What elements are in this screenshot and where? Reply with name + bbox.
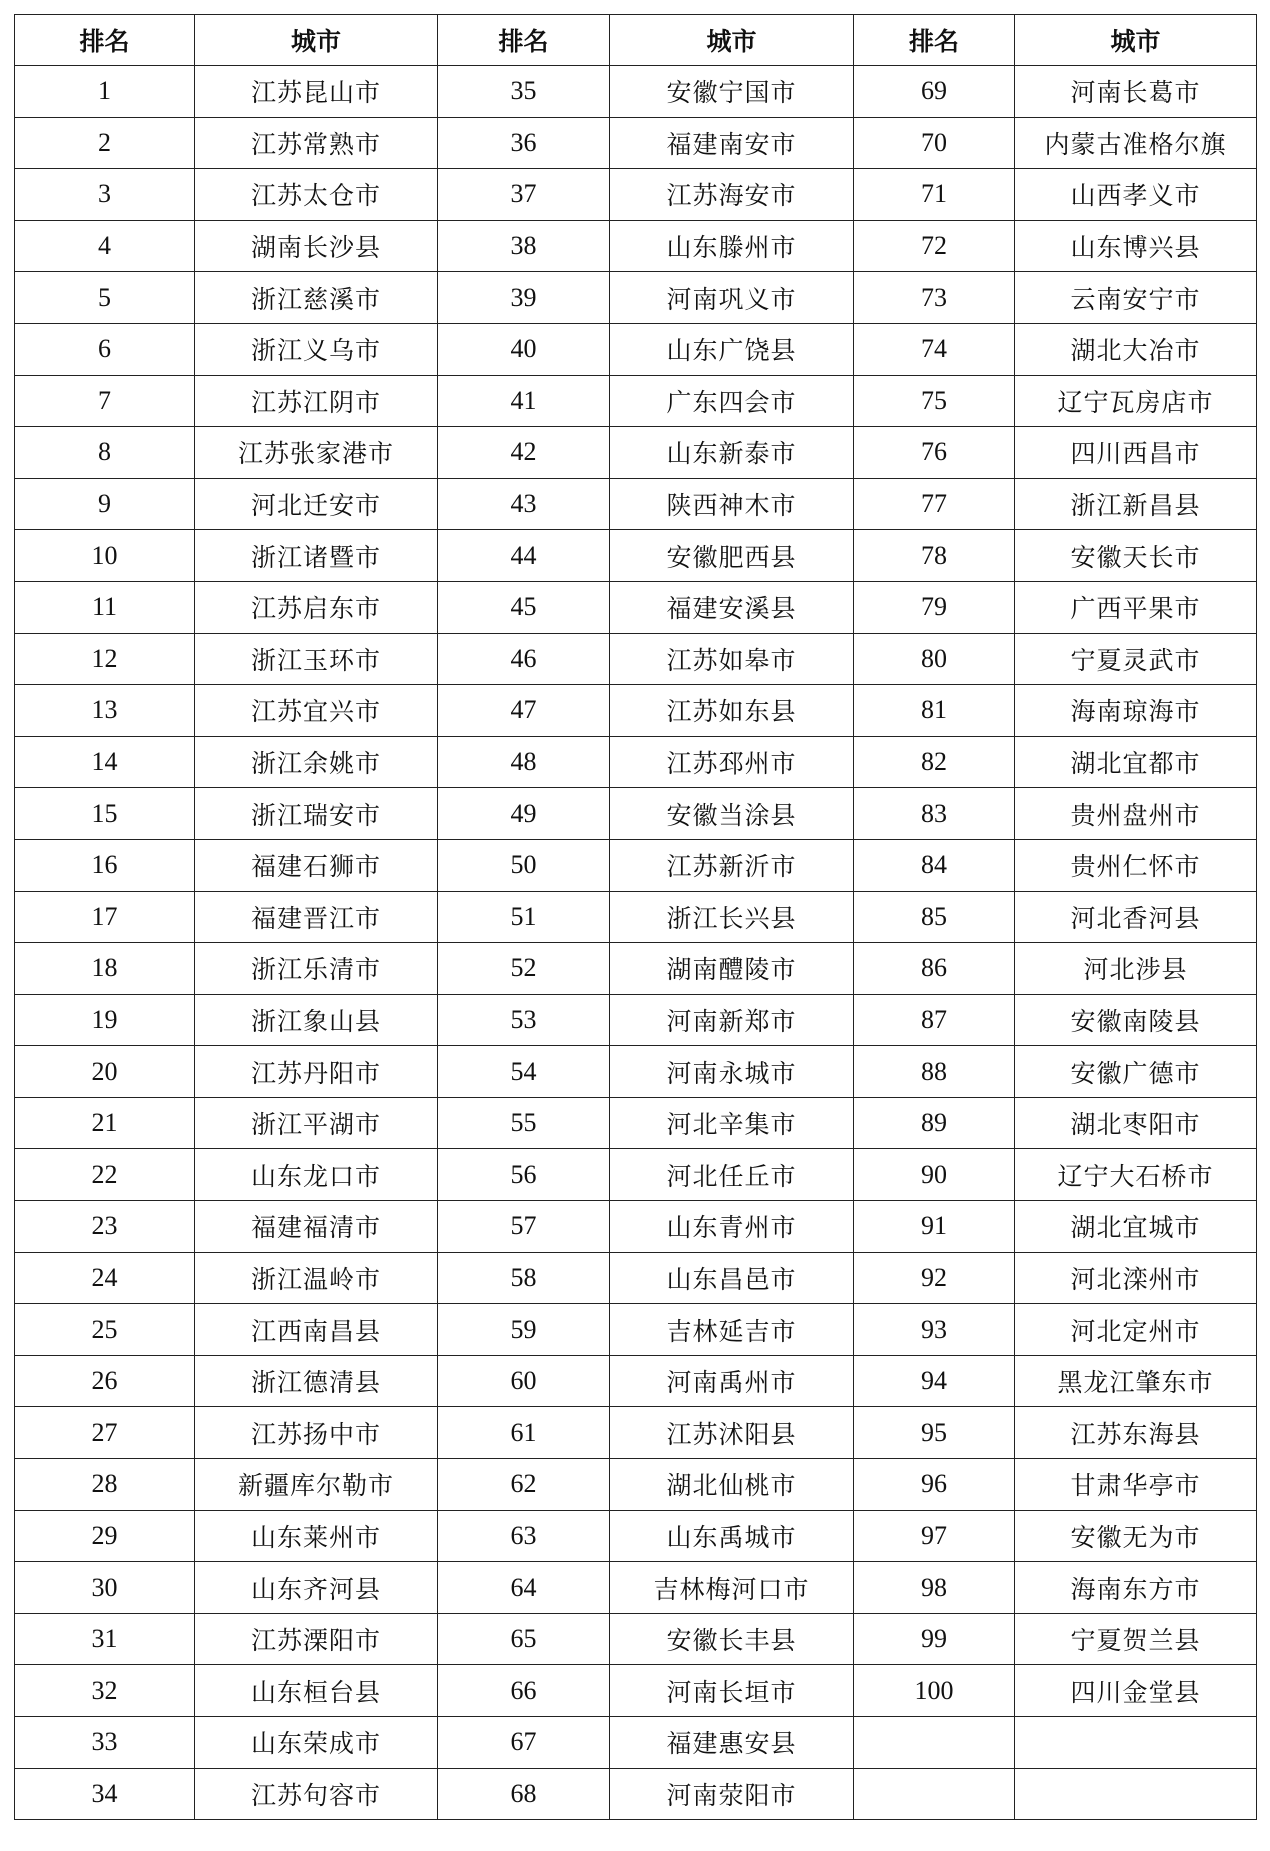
rank-cell: 42: [438, 427, 610, 479]
city-cell: 广东四会市: [610, 375, 854, 427]
table-row: [15, 1717, 1257, 1769]
city-cell: 湖南醴陵市: [610, 943, 854, 995]
ranking-table: [14, 14, 1257, 1820]
rank-cell: 12: [15, 633, 195, 685]
city-cell: 海南琼海市: [1015, 685, 1257, 737]
table-row: [15, 1201, 1257, 1253]
city-cell: 江苏丹阳市: [195, 1046, 438, 1098]
city-cell: 辽宁大石桥市: [1015, 1149, 1257, 1201]
table-row: [15, 788, 1257, 840]
city-cell: 浙江长兴县: [610, 891, 854, 943]
city-cell: 浙江象山县: [195, 994, 438, 1046]
city-cell: 山东禹城市: [610, 1510, 854, 1562]
table-row: [15, 1046, 1257, 1098]
rank-cell: 69: [854, 66, 1015, 118]
rank-cell: 74: [854, 323, 1015, 375]
rank-cell: 78: [854, 530, 1015, 582]
rank-cell: 1: [15, 66, 195, 118]
rank-cell: 63: [438, 1510, 610, 1562]
city-cell: 安徽肥西县: [610, 530, 854, 582]
city-cell: 河北辛集市: [610, 1097, 854, 1149]
city-cell: 云南安宁市: [1015, 272, 1257, 324]
city-cell: 贵州仁怀市: [1015, 839, 1257, 891]
city-cell: 江苏溧阳市: [195, 1613, 438, 1665]
rank-cell: 16: [15, 839, 195, 891]
city-cell: 江苏江阴市: [195, 375, 438, 427]
rank-cell: 51: [438, 891, 610, 943]
city-cell: 辽宁瓦房店市: [1015, 375, 1257, 427]
rank-cell: 45: [438, 581, 610, 633]
city-cell: 吉林延吉市: [610, 1304, 854, 1356]
rank-cell: 89: [854, 1097, 1015, 1149]
city-cell: 江苏邳州市: [610, 736, 854, 788]
header-city-3: 城市: [1015, 15, 1257, 66]
rank-cell: 40: [438, 323, 610, 375]
city-cell: 安徽长丰县: [610, 1613, 854, 1665]
city-cell: 江苏常熟市: [195, 117, 438, 169]
rank-cell: 36: [438, 117, 610, 169]
rank-cell: 24: [15, 1252, 195, 1304]
rank-cell: 61: [438, 1407, 610, 1459]
rank-cell: 41: [438, 375, 610, 427]
rank-cell: 50: [438, 839, 610, 891]
rank-cell: 96: [854, 1459, 1015, 1511]
city-cell: 江苏太仓市: [195, 169, 438, 221]
city-cell: 安徽广德市: [1015, 1046, 1257, 1098]
rank-cell: 54: [438, 1046, 610, 1098]
city-cell: 福建惠安县: [610, 1717, 854, 1769]
city-cell: 海南东方市: [1015, 1562, 1257, 1614]
rank-cell: 68: [438, 1768, 610, 1820]
rank-cell: 90: [854, 1149, 1015, 1201]
rank-cell: 95: [854, 1407, 1015, 1459]
table-row: [15, 943, 1257, 995]
rank-cell: 13: [15, 685, 195, 737]
city-cell: 福建南安市: [610, 117, 854, 169]
rank-cell: 76: [854, 427, 1015, 479]
rank-cell: 94: [854, 1355, 1015, 1407]
table-row: [15, 169, 1257, 221]
city-cell: 浙江乐清市: [195, 943, 438, 995]
city-cell: 山东博兴县: [1015, 220, 1257, 272]
table-row: [15, 1613, 1257, 1665]
city-cell: 陕西神木市: [610, 478, 854, 530]
city-cell: 河南禹州市: [610, 1355, 854, 1407]
table-row: [15, 1510, 1257, 1562]
rank-cell: 93: [854, 1304, 1015, 1356]
rank-cell: 19: [15, 994, 195, 1046]
city-cell: 山东桓台县: [195, 1665, 438, 1717]
rank-cell: 77: [854, 478, 1015, 530]
city-cell: 湖北枣阳市: [1015, 1097, 1257, 1149]
city-cell: 河南永城市: [610, 1046, 854, 1098]
city-cell: 湖北宜都市: [1015, 736, 1257, 788]
rank-cell: 7: [15, 375, 195, 427]
table-row: [15, 272, 1257, 324]
city-cell: 安徽无为市: [1015, 1510, 1257, 1562]
table-row: [15, 736, 1257, 788]
rank-cell: 86: [854, 943, 1015, 995]
city-cell: 山东齐河县: [195, 1562, 438, 1614]
rank-cell: 46: [438, 633, 610, 685]
rank-cell: 5: [15, 272, 195, 324]
rank-cell: 27: [15, 1407, 195, 1459]
city-cell: 湖北仙桃市: [610, 1459, 854, 1511]
city-cell: 山东新泰市: [610, 427, 854, 479]
rank-cell: 60: [438, 1355, 610, 1407]
city-cell: 山西孝义市: [1015, 169, 1257, 221]
city-cell: 安徽宁国市: [610, 66, 854, 118]
rank-cell: 80: [854, 633, 1015, 685]
city-cell: 湖南长沙县: [195, 220, 438, 272]
ranking-document: [14, 14, 1256, 1820]
city-cell: 福建石狮市: [195, 839, 438, 891]
table-row: [15, 685, 1257, 737]
rank-cell: 100: [854, 1665, 1015, 1717]
table-row: [15, 633, 1257, 685]
rank-cell: 21: [15, 1097, 195, 1149]
city-cell: 安徽天长市: [1015, 530, 1257, 582]
rank-cell: 2: [15, 117, 195, 169]
city-cell: 内蒙古准格尔旗: [1015, 117, 1257, 169]
city-cell: 江苏如皋市: [610, 633, 854, 685]
table-row: [15, 581, 1257, 633]
rank-cell: 82: [854, 736, 1015, 788]
city-cell: 江苏昆山市: [195, 66, 438, 118]
table-row: [15, 66, 1257, 118]
rank-cell: 88: [854, 1046, 1015, 1098]
city-cell: 浙江新昌县: [1015, 478, 1257, 530]
city-cell: 浙江瑞安市: [195, 788, 438, 840]
rank-cell: 84: [854, 839, 1015, 891]
city-cell: 河北涉县: [1015, 943, 1257, 995]
city-cell: 江苏宜兴市: [195, 685, 438, 737]
header-rank-2: 排名: [438, 15, 610, 66]
rank-cell: 17: [15, 891, 195, 943]
table-row: [15, 427, 1257, 479]
table-body: [15, 66, 1257, 1820]
table-row: [15, 530, 1257, 582]
city-cell: 四川西昌市: [1015, 427, 1257, 479]
city-cell: 浙江余姚市: [195, 736, 438, 788]
city-cell: 浙江德清县: [195, 1355, 438, 1407]
header-city-1: 城市: [195, 15, 438, 66]
city-cell: 浙江平湖市: [195, 1097, 438, 1149]
city-cell: 安徽南陵县: [1015, 994, 1257, 1046]
rank-cell: 99: [854, 1613, 1015, 1665]
rank-cell: 79: [854, 581, 1015, 633]
rank-cell: 6: [15, 323, 195, 375]
table-row: [15, 323, 1257, 375]
rank-cell: 92: [854, 1252, 1015, 1304]
city-cell: 河北香河县: [1015, 891, 1257, 943]
city-cell: 黑龙江肇东市: [1015, 1355, 1257, 1407]
city-cell: 浙江慈溪市: [195, 272, 438, 324]
city-cell: [1015, 1768, 1257, 1820]
city-cell: 山东龙口市: [195, 1149, 438, 1201]
rank-cell: 91: [854, 1201, 1015, 1253]
rank-cell: 35: [438, 66, 610, 118]
city-cell: 江苏扬中市: [195, 1407, 438, 1459]
table-row: [15, 1562, 1257, 1614]
rank-cell: 18: [15, 943, 195, 995]
city-cell: 浙江玉环市: [195, 633, 438, 685]
table-row: [15, 1097, 1257, 1149]
rank-cell: 71: [854, 169, 1015, 221]
rank-cell: 39: [438, 272, 610, 324]
rank-cell: 83: [854, 788, 1015, 840]
rank-cell: [854, 1768, 1015, 1820]
city-cell: 宁夏灵武市: [1015, 633, 1257, 685]
rank-cell: 48: [438, 736, 610, 788]
rank-cell: 98: [854, 1562, 1015, 1614]
city-cell: [1015, 1717, 1257, 1769]
rank-cell: 52: [438, 943, 610, 995]
rank-cell: 58: [438, 1252, 610, 1304]
rank-cell: 57: [438, 1201, 610, 1253]
rank-cell: 59: [438, 1304, 610, 1356]
rank-cell: 29: [15, 1510, 195, 1562]
city-cell: 浙江诸暨市: [195, 530, 438, 582]
city-cell: 广西平果市: [1015, 581, 1257, 633]
rank-cell: 65: [438, 1613, 610, 1665]
city-cell: 江苏句容市: [195, 1768, 438, 1820]
city-cell: 河南新郑市: [610, 994, 854, 1046]
rank-cell: 62: [438, 1459, 610, 1511]
rank-cell: 72: [854, 220, 1015, 272]
table-row: [15, 994, 1257, 1046]
rank-cell: 47: [438, 685, 610, 737]
city-cell: 湖北大冶市: [1015, 323, 1257, 375]
table-row: [15, 891, 1257, 943]
rank-cell: [854, 1717, 1015, 1769]
city-cell: 江苏张家港市: [195, 427, 438, 479]
city-cell: 河北滦州市: [1015, 1252, 1257, 1304]
rank-cell: 37: [438, 169, 610, 221]
rank-cell: 26: [15, 1355, 195, 1407]
city-cell: 河南长垣市: [610, 1665, 854, 1717]
rank-cell: 3: [15, 169, 195, 221]
rank-cell: 4: [15, 220, 195, 272]
rank-cell: 33: [15, 1717, 195, 1769]
city-cell: 山东荣成市: [195, 1717, 438, 1769]
city-cell: 山东青州市: [610, 1201, 854, 1253]
rank-cell: 87: [854, 994, 1015, 1046]
city-cell: 山东滕州市: [610, 220, 854, 272]
table-row: [15, 1355, 1257, 1407]
rank-cell: 56: [438, 1149, 610, 1201]
rank-cell: 28: [15, 1459, 195, 1511]
rank-cell: 49: [438, 788, 610, 840]
city-cell: 江苏海安市: [610, 169, 854, 221]
city-cell: 宁夏贺兰县: [1015, 1613, 1257, 1665]
table-row: [15, 1665, 1257, 1717]
rank-cell: 70: [854, 117, 1015, 169]
city-cell: 江西南昌县: [195, 1304, 438, 1356]
city-cell: 福建福清市: [195, 1201, 438, 1253]
header-rank-3: 排名: [854, 15, 1015, 66]
table-row: [15, 1407, 1257, 1459]
rank-cell: 22: [15, 1149, 195, 1201]
table-row: [15, 1304, 1257, 1356]
table-row: [15, 375, 1257, 427]
rank-cell: 44: [438, 530, 610, 582]
city-cell: 江苏东海县: [1015, 1407, 1257, 1459]
city-cell: 吉林梅河口市: [610, 1562, 854, 1614]
rank-cell: 97: [854, 1510, 1015, 1562]
city-cell: 河北定州市: [1015, 1304, 1257, 1356]
rank-cell: 11: [15, 581, 195, 633]
rank-cell: 66: [438, 1665, 610, 1717]
city-cell: 河南巩义市: [610, 272, 854, 324]
table-row: [15, 1252, 1257, 1304]
city-cell: 河南长葛市: [1015, 66, 1257, 118]
city-cell: 贵州盘州市: [1015, 788, 1257, 840]
table-row: [15, 478, 1257, 530]
rank-cell: 25: [15, 1304, 195, 1356]
rank-cell: 9: [15, 478, 195, 530]
rank-cell: 20: [15, 1046, 195, 1098]
rank-cell: 34: [15, 1768, 195, 1820]
city-cell: 山东昌邑市: [610, 1252, 854, 1304]
rank-cell: 38: [438, 220, 610, 272]
table-header-row: [15, 15, 1257, 66]
rank-cell: 64: [438, 1562, 610, 1614]
rank-cell: 43: [438, 478, 610, 530]
city-cell: 浙江义乌市: [195, 323, 438, 375]
city-cell: 福建安溪县: [610, 581, 854, 633]
table-row: [15, 1459, 1257, 1511]
rank-cell: 14: [15, 736, 195, 788]
table-row: [15, 1768, 1257, 1820]
city-cell: 山东莱州市: [195, 1510, 438, 1562]
header-rank-1: 排名: [15, 15, 195, 66]
city-cell: 江苏启东市: [195, 581, 438, 633]
table-row: [15, 220, 1257, 272]
city-cell: 甘肃华亭市: [1015, 1459, 1257, 1511]
city-cell: 四川金堂县: [1015, 1665, 1257, 1717]
city-cell: 河北任丘市: [610, 1149, 854, 1201]
rank-cell: 55: [438, 1097, 610, 1149]
rank-cell: 53: [438, 994, 610, 1046]
city-cell: 河南荥阳市: [610, 1768, 854, 1820]
table-row: [15, 839, 1257, 891]
city-cell: 安徽当涂县: [610, 788, 854, 840]
rank-cell: 15: [15, 788, 195, 840]
city-cell: 山东广饶县: [610, 323, 854, 375]
table-row: [15, 117, 1257, 169]
rank-cell: 30: [15, 1562, 195, 1614]
rank-cell: 73: [854, 272, 1015, 324]
rank-cell: 67: [438, 1717, 610, 1769]
city-cell: 江苏沭阳县: [610, 1407, 854, 1459]
rank-cell: 23: [15, 1201, 195, 1253]
city-cell: 湖北宜城市: [1015, 1201, 1257, 1253]
city-cell: 浙江温岭市: [195, 1252, 438, 1304]
city-cell: 福建晋江市: [195, 891, 438, 943]
rank-cell: 10: [15, 530, 195, 582]
city-cell: 江苏如东县: [610, 685, 854, 737]
rank-cell: 32: [15, 1665, 195, 1717]
table-row: [15, 1149, 1257, 1201]
city-cell: 河北迁安市: [195, 478, 438, 530]
rank-cell: 31: [15, 1613, 195, 1665]
header-city-2: 城市: [610, 15, 854, 66]
rank-cell: 75: [854, 375, 1015, 427]
rank-cell: 81: [854, 685, 1015, 737]
rank-cell: 85: [854, 891, 1015, 943]
rank-cell: 8: [15, 427, 195, 479]
city-cell: 新疆库尔勒市: [195, 1459, 438, 1511]
city-cell: 江苏新沂市: [610, 839, 854, 891]
